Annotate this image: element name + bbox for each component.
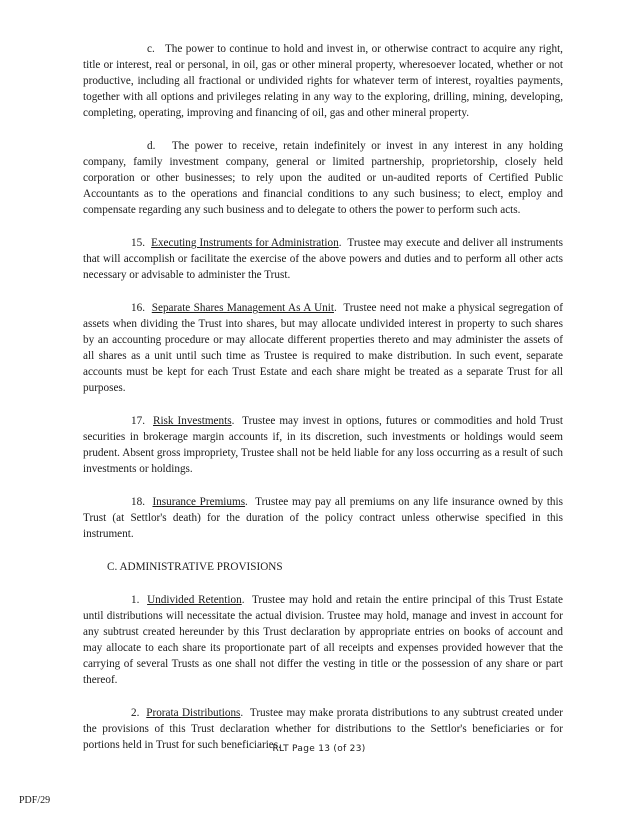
paragraph-number: 2. xyxy=(131,707,140,719)
paragraph-label: c. xyxy=(147,43,155,55)
paragraph-text: The power to continue to hold and invest in, or otherwise contract to acquire any right, title or interest, real or personal, in oil, gas or other mineral property, wheresoever located, whether or not productive, including all fractional or undivided rights for whatever term of interest, royalties payments, together with all options and privileges relating in any way to the exploring, drilling, mining, developing, completing, operating, improving and financing of oil, gas and other mineral property. xyxy=(83,43,563,119)
paragraph-c1: 1. Undivided Retention. Trustee may hold and retain the entire principal of this Trust Estate until distributions will necessitate the actual division. Trustee may hold, manage and invest in account for any subtrust created hereunder by this Trust declaration by appropriate entries on books of account and may allocate to each share its proportionate part of all receipts and expenses provided however that the carrying of several Trusts as one shall not differ the vesting in title or the possession of any share or part thereof. xyxy=(83,594,563,686)
paragraph-number: 1. xyxy=(131,594,140,606)
paragraph-heading: Insurance Premiums xyxy=(152,496,246,508)
paragraph-text: The power to receive, retain indefinitely or invest in any interest in any holding company, family investment company, general or limited partnership, proprietorship, closely held corporation or other businesses; to rely upon the audited or un-audited reports of Certified Public Accountants as to the operations and financial conditions to any such business; to elect, employ and compensate regarding any such business and to delegate to others the power to perform such acts. xyxy=(83,140,563,216)
paragraph-label: d. xyxy=(147,140,156,152)
paragraph-text: Trustee may pay all premiums on any life insurance owned by this Trust (at Settlor's death) for the duration of the policy contract unless otherwise specified in this instrument. xyxy=(83,496,563,540)
paragraph-16: 16. Separate Shares Management As A Unit. Trustee need not make a physical segregation of assets when dividing the Trust into shares, but may allocate undivided interest in property to such shares by an accounting procedure or may allocate different properties thereto and may administer the assets of all shares as a unit until such time as Trustee is required to make distribution. In such event, separate accounts must be kept for each Trust Estate and each share might be treated as a separate Trust for all purposes. xyxy=(83,302,563,394)
paragraph-18: 18. Insurance Premiums. Trustee may pay all premiums on any life insurance owned by this Trust (at Settlor's death) for the duration of the policy contract unless otherwise specified in this instrument. xyxy=(83,496,563,540)
paragraph-15: 15. Executing Instruments for Administration. Trustee may execute and deliver all instruments that will accomplish or facilitate the exercise of the above powers and duties and to perform all other acts necessary or advisable to administer the Trust. xyxy=(83,237,563,281)
paragraph-number: 16. xyxy=(131,302,145,314)
paragraph-text: Trustee may make prorata distributions to any subtrust created under the provisions of this Trust declaration whether for distributions to the Settlor's beneficiaries or for portions held in Trust for such beneficiaries. xyxy=(83,707,564,751)
paragraph-text: Trustee may execute and deliver all instruments that will accomplish or facilitate the exercise of the above powers and duties and to perform all other acts necessary or advisable to administer the Trust. xyxy=(83,237,563,281)
paragraph-text: Trustee need not make a physical segregation of assets when dividing the Trust into shares, but may allocate undivided interest in property to such shares by an accounting procedure or may allocate different properties thereto and may administer the assets of all shares as a unit until such time as Trustee is required to make distribution. In such event, separate accounts must be kept for each Trust Estate and each share might be treated as a separate Trust for all purposes. xyxy=(83,302,563,394)
page-body xyxy=(83,41,563,770)
paragraph-heading: Separate Shares Management As A Unit xyxy=(151,302,334,314)
section-heading-c: C. ADMINISTRATIVE PROVISIONS xyxy=(107,561,283,573)
paragraph-heading: Undivided Retention xyxy=(147,594,242,606)
paragraph-text: Trustee may hold and retain the entire principal of this Trust Estate until distributions will necessitate the actual division. Trustee may hold, manage and invest in account for any subtrust created hereunder by this Trust declaration by appropriate entries on books of account and may allocate to each share its proportionate part of all receipts and expenses provided however that the carrying of several Trusts as one shall not differ the vesting in title or the possession of any share or part thereof. xyxy=(83,594,563,686)
paragraph-text: Trustee may invest in options, futures or commodities and hold Trust securities in brokerage margin accounts if, in its discretion, such investments or holdings would seem prudent. Absent gross impropriety, Trustee shall not be held liable for any loss occurring as a result of such investments or holdings. xyxy=(83,415,563,475)
paragraph-heading: Executing Instruments for Administration xyxy=(151,237,339,249)
page-footer: RLT Page 13 (of 23) xyxy=(272,744,366,754)
paragraph-d xyxy=(83,138,563,218)
paragraph-number: 18. xyxy=(131,496,145,508)
paragraph-number: 15. xyxy=(131,237,145,249)
paragraph-c xyxy=(83,41,563,121)
paragraph-heading: Prorata Distributions xyxy=(146,707,241,719)
pdf-page-marker: PDF/29 xyxy=(19,795,51,806)
paragraph-heading: Risk Investments xyxy=(152,415,232,427)
paragraph-c2: 2. Prorata Distributions. Trustee may make prorata distributions to any subtrust created under the provisions of this Trust declaration whether for distributions to the Settlor's beneficiaries or for portions held in Trust for such beneficiaries. xyxy=(83,707,564,751)
paragraph-17: 17. Risk Investments. Trustee may invest in options, futures or commodities and hold Trust securities in brokerage margin accounts if, in its discretion, such investments or holdings would seem prudent. Absent gross impropriety, Trustee shall not be held liable for any loss occurring as a result of such investments or holdings. xyxy=(83,415,563,475)
paragraph-number: 17. xyxy=(131,415,145,427)
